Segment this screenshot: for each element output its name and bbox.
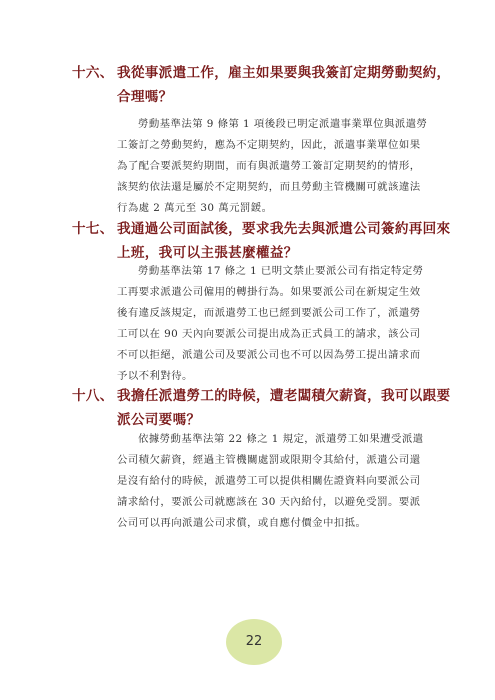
- answer-line: 公司積欠薪資，經過主管機關處罰或限期令其給付，派遣公司還: [117, 454, 421, 466]
- question-line-2: 派公司要嗎？: [117, 412, 201, 428]
- question-number: 十六、: [72, 65, 114, 81]
- answer-line: 依據勞動基準法第 22 條之 1 規定，派遣勞工如果遭受派遣: [138, 433, 424, 445]
- answer-line: 該契約依法還是屬於不定期契約，而且勞動主管機關可就該違法: [117, 181, 421, 193]
- question-number: 十八、: [72, 388, 114, 404]
- page-number: 22: [245, 634, 263, 649]
- answer-line: 請求給付，要派公司就應該在 30 天內給付，以避免受罰。要派: [117, 496, 421, 508]
- answer-line: 勞動基準法第 17 條之 1 已明文禁止要派公司有指定特定勞: [138, 265, 424, 277]
- question-line-1: 我從事派遣工作，雇主如果要與我簽訂定期勞動契約，: [117, 65, 451, 81]
- answer-line: 不可以拒絕，派遣公司及要派公司也不可以因為勞工提出請求而: [117, 349, 421, 361]
- question-line-1: 我通過公司面試後，要求我先去與派遣公司簽約再回來: [117, 221, 451, 237]
- answer-line: 予以不利對待。: [117, 370, 193, 382]
- answer-line: 工簽訂之勞動契約，應為不定期契約，因此，派遣事業單位如果: [117, 139, 421, 151]
- answer-line: 工再要求派遣公司僱用的轉掛行為。如果要派公司在新規定生效: [117, 286, 421, 298]
- answer-16: [117, 114, 433, 219]
- answer-line: 工可以在 90 天內向要派公司提出成為正式員工的請求，該公司: [117, 328, 421, 340]
- answer-17: [117, 261, 433, 387]
- answer-line: 後有違反該規定，而派遣勞工也已經到要派公司工作了，派遣勞: [117, 307, 421, 319]
- question-line-2: 合理嗎？: [117, 89, 173, 105]
- answer-line: 行為處 2 萬元至 30 萬元罰鍰。: [117, 202, 273, 214]
- answer-line: 是沒有給付的時候，派遣勞工可以提供相關佐證資料向要派公司: [117, 475, 421, 487]
- answer-line: 勞動基準法第 9 條第 1 項後段已明定派遣事業單位與派遣勞: [138, 118, 428, 130]
- answer-18: [117, 429, 433, 534]
- question-line-1: 我擔任派遣勞工的時候，遭老闆積欠薪資，我可以跟要: [117, 388, 451, 404]
- question-line-2: 上班，我可以主張甚麼權益？: [117, 245, 298, 261]
- answer-line: 公司可以再向派遣公司求償，或自應付價金中扣抵。: [117, 517, 367, 529]
- answer-line: 為了配合要派契約期間，而有與派遣勞工簽訂定期契約的情形，: [117, 160, 421, 172]
- question-number: 十七、: [72, 221, 114, 237]
